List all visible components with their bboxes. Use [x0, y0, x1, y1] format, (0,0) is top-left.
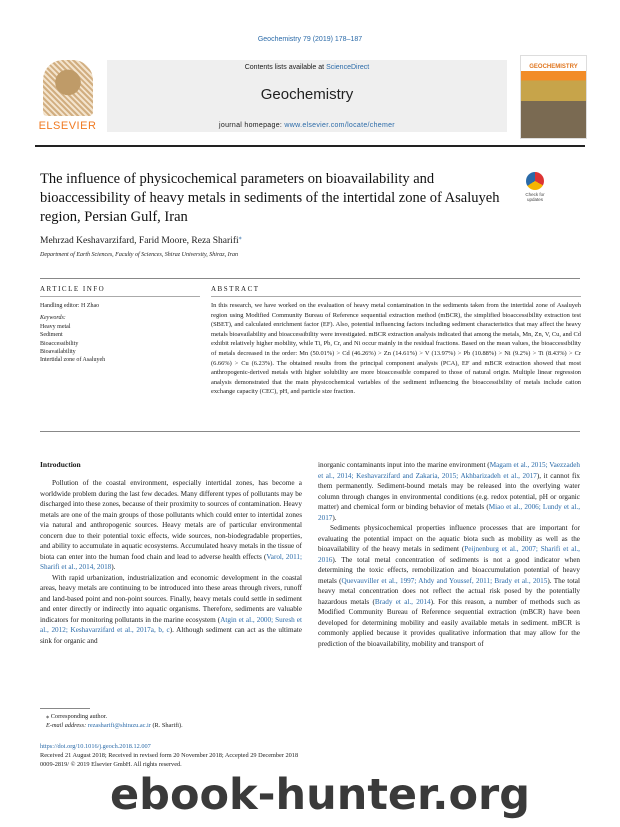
journal-masthead [35, 60, 585, 142]
keywords-heading: Keywords: [40, 315, 66, 322]
paragraph-text: ). [332, 513, 337, 522]
paragraph-text: ). For this reason, a number of methods such as Modified Community Bureau of Reference sequential extraction (mBCR) have been developed for determining mobility and easily available metals in sediment. mBCR is commonly applied because it provides qualitative information that may allow for the prediction of the bioavailability, mobility and transport of [318, 597, 580, 648]
article-info-divider [40, 296, 200, 297]
keyword: Sediment [40, 332, 63, 339]
citation-link[interactable]: Magam et al., 2015; Vaezzadeh et al., 2014; Keshavarzifard and Zakaria, 2015; Akhbarizadeh et al., 2017 [318, 461, 581, 480]
corresponding-author-mark[interactable]: ⁎ [238, 235, 242, 241]
citation-link[interactable]: Brady et al., 2014 [374, 597, 431, 606]
paragraph [40, 478, 302, 573]
contents-prefix: Contents lists available at [244, 64, 327, 71]
email-link[interactable]: rezasharifi@shirazu.ac.ir [87, 722, 151, 729]
affiliation: Department of Earth Sciences, Faculty of Sciences, Shiraz University, Shiraz, Iran [40, 252, 238, 258]
paragraph-text: ). [111, 563, 116, 571]
paragraph-text: ), it cannot fix them permanently. Sediment-bound metals may be released into the overlying water column through changes in environmental conditions (e.g. redox potential, pH or organic matter) and chemical form or binding behavior of metals ( [318, 471, 580, 511]
citation-link[interactable]: Varol, 2011; Sharifi et al., 2014, 2018 [40, 552, 303, 571]
keyword: Bioaccessibility [40, 340, 79, 347]
keyword: Heavy metal [40, 323, 71, 330]
corresponding-author-note: ⁎ Corresponding author. [46, 713, 108, 720]
abstract-text: In this research, we have worked on the evaluation of heavy metal contamination in the sediments taken from the intertidal zone of Asaluyeh region using Modified Community Bureau of Reference sequential extraction method (mBCR), the simplified bioaccessibility extraction test (SBET), and calculated enrichment factor (EF). Also, potential influencing factors including sediment characteristics that may affect the heavy metals bioavailability and bioaccessibility were investigated. mBCR extraction analysis indicated that among the metals, Mn, Zn, V, Cu, and Cd exhibit relatively higher mobility, while Ti, Pb, Cr, and Ni occur mainly in the residual fractions. Based on the mean values, the bioaccessibility of metals decreased in the order: Mn (50.01%) > Cd (46.26%) > Zn (14.61%) > V (13.97%) > Pb (10.88%) > Ni (9.2%) > Ti (8.43%) > Cr (6.66%) > Cu (6.23%). The obtained results from the principal component analysis (PCA), EF and mBCR extraction showed that most anthropogenic-derived metals with higher solubility are more bioaccessible compared to those of natural origin. Multiple linear regression analysis demonstrated that the main physicochemical variables of the sediment influencing the bioaccessibility of metals include cation exchange capacity (CEC), pH, and particle size fraction. [211, 302, 581, 396]
paragraph-text: ). Although sediment can act as the ultimate sink for organic and [40, 626, 302, 645]
check-for-updates-button[interactable] [520, 172, 550, 208]
article-info-heading: ARTICLE INFO [40, 285, 106, 293]
citation-link[interactable]: Peijnenburg et al., 2007; Sharifi et al., 2016 [318, 545, 580, 564]
paragraph [40, 573, 302, 647]
abstract-divider [211, 296, 581, 297]
paragraph-text: inorganic contaminants input into the marine environment ( [318, 461, 490, 469]
keyword: Bioavailability [40, 349, 76, 356]
check-updates-icon [526, 172, 544, 190]
journal-title: Geochemistry [260, 86, 354, 103]
check-updates-label: Check for updates [525, 192, 545, 202]
keyword: Intertidal zone of Asaluyeh [40, 357, 106, 364]
paragraph-text: ). The total metal concentration of sediments is not a good indicator when determining the toxic effects, remobilization and bioaccumulation potential of heavy metals ( [318, 555, 580, 585]
section-divider [40, 278, 580, 279]
paragraph-text: ). The total heavy metal concentration does not reflect the actual risk posed by the potentially hazardous metals ( [318, 576, 580, 606]
citation-link[interactable]: Miao et al., 2006; Lundy et al., 2017 [318, 503, 580, 522]
cover-title: GEOCHEMISTRY [529, 64, 578, 70]
paragraph-text: Sediments physicochemical properties influence processes that are important for evaluating the potential impact on the aquatic biota such as mobility as well as the bioavailability of the heavy metals in sediment ( [318, 524, 580, 553]
section-divider [40, 431, 580, 432]
doi-link[interactable]: https://doi.org/10.1016/j.geoch.2018.12.007 [40, 743, 151, 750]
paragraph-text: Pollution of the coastal environment, especially intertidal zones, has become a worldwide problem during the last few decades. Many different types of pollutants may be discharged into these zones, because of their proximity to sources of contamination. Heavy metals are one of the main groups of those pollutants which could enter to intertidal zones via natural and anthropogenic sources. Heavy metals are of particular environmental concern due to their potential toxic effects, wide sources, non-biodegradable properties, and ability to accumulate in aquatic ecosystems. Accumulated heavy metals in the tissue of biota can enter into the human food chain and lead to adverse health effects ( [40, 479, 302, 561]
received-dates: Received 21 August 2018; Received in revised form 20 November 2018; Accepted 29 December 2018 [40, 752, 299, 759]
publisher-name: ELSEVIER [38, 120, 97, 132]
paragraph [318, 460, 580, 523]
paragraph [318, 523, 580, 649]
homepage-link[interactable]: www.elsevier.com/locate/chemer [284, 122, 395, 129]
article-title: The influence of physicochemical parameters on bioavailability and bioaccessibility of heavy metals in sediments of the intertidal zone of Asaluyeh region, Persian Gulf, Iran [40, 171, 500, 225]
tree-logo-icon [43, 60, 93, 116]
footnote-divider [40, 708, 90, 709]
introduction-heading: Introduction [40, 460, 81, 469]
copyright: 0009-2819/ © 2019 Elsevier GmbH. All rights reserved. [40, 761, 182, 768]
body-column-right [318, 460, 580, 649]
author-list [40, 234, 242, 246]
header-divider [35, 145, 585, 147]
masthead-banner [107, 60, 507, 132]
article-info [40, 302, 200, 365]
sciencedirect-link[interactable]: ScienceDirect [326, 64, 370, 71]
email-suffix: (R. Sharifi). [150, 722, 183, 729]
journal-cover-image [520, 55, 587, 139]
watermark: ebook-hunter.org [110, 770, 530, 820]
citation-link[interactable]: Atgin et al., 2000; Suresh et al., 2012; Keshavarzifard et al., 2017a, b, c [40, 615, 302, 634]
footnote [46, 712, 183, 730]
homepage-prefix: journal homepage: [219, 122, 285, 129]
publisher-logo [35, 60, 100, 132]
body-column-left [40, 478, 302, 646]
publication-details [40, 742, 298, 769]
paragraph-text: With rapid urbanization, industrialization and economic development in the coastal areas, heavy metals are continuing to be introduced into these areas through rivers, runoff and land-based point and non-point sources. Finally, heavy metals could settle in sediment and enter directly or indirectly into aquatic organisms. Therefore, sediments are valuable indicators for monitoring pollutants in the marine ecosystem ( [40, 573, 302, 624]
email-line [46, 721, 183, 730]
journal-reference[interactable]: Geochemistry 79 (2019) 178–187 [257, 36, 363, 43]
author-names: Mehrzad Keshavarzifard, Farid Moore, Reza Sharifi [40, 236, 239, 247]
contents-line [107, 64, 507, 71]
homepage-line [107, 122, 507, 129]
email-label: E-mail address: [46, 722, 88, 729]
handling-editor: Handling editor: H Zhao [40, 303, 100, 309]
citation-link[interactable]: Quevauviller et al., 1997; Ahdy and Youssef, 2011; Brady et al., 2015 [341, 576, 548, 585]
abstract-heading: ABSTRACT [211, 285, 260, 293]
